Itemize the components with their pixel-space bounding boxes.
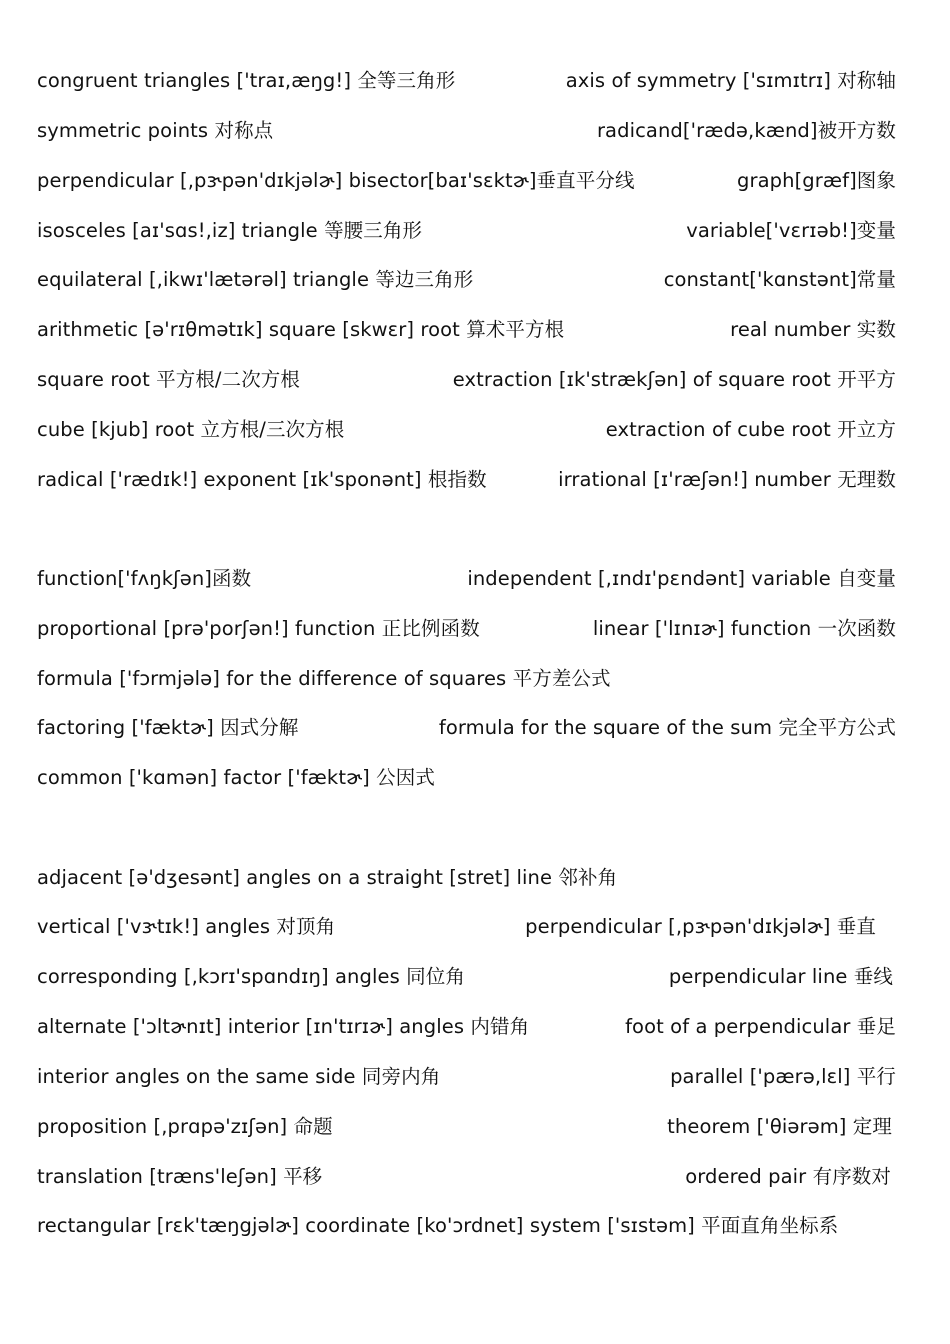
vocab-term: corresponding [,kɔrɪ'spɑndɪŋ] angles 同位角 [37,965,465,988]
vocab-term: proposition [,prɑpə'zɪʃən] 命题 [37,1115,333,1138]
vocab-term: alternate ['ɔltɚnɪt] interior [ɪn'tɪrɪɚ] angles 内错角 [37,1015,530,1038]
vocab-row [37,759,896,793]
vocab-row [37,212,896,246]
vocab-term: graph[græf]图象 [736,169,896,192]
vocab-term: rectangular [rɛk'tæŋgjəlɚ] coordinate [ko'ɔrdnet] system ['sɪstəm] 平面直角坐标系 [37,1214,839,1237]
vocab-term: linear ['lɪnɪɚ] function 一次函数 [592,617,896,640]
vocab-term: irrational [ɪ'ræʃən!] number 无理数 [558,468,896,491]
vocab-term: vertical ['vɝtɪk!] angles 对顶角 [37,915,336,938]
vocab-term: axis of symmetry ['sɪmɪtrɪ] 对称轴 [565,69,896,92]
vocab-term: radicand['rædə,kænd]被开方数 [596,119,896,142]
vocab-term: radical ['rædɪk!] exponent [ɪk'sponənt] 根指数 [37,468,487,491]
vocab-row [37,1207,896,1241]
vocab-row [37,560,896,594]
vocab-row [37,958,893,992]
vocab-term: variable['vɛrɪəb!]变量 [686,219,896,242]
vocab-row [37,361,896,395]
vocab-term: theorem ['θiərəm] 定理 [667,1115,892,1138]
vocab-term: perpendicular line 垂线 [668,965,893,988]
vocab-term: arithmetic [ə'rɪθmətɪk] square [skwɛr] root 算术平方根 [37,318,565,341]
vocab-term: parallel ['pærə,lɛl] 平行 [670,1065,896,1088]
vocab-row [37,859,896,893]
vocab-term: real number 实数 [730,318,896,341]
vocab-term: square root 平方根/二次方根 [37,368,300,391]
vocab-row [37,311,896,345]
vocab-term: ordered pair 有序数对 [685,1165,891,1188]
vocab-row [37,62,896,96]
vocab-row [37,1008,896,1042]
vocab-term: adjacent [ə'dʒesənt] angles on a straight [stret] line 邻补角 [37,866,618,889]
vocab-row [37,162,896,196]
vocab-term: symmetric points 对称点 [37,119,274,142]
vocab-row [37,461,896,495]
vocab-term: independent [,ɪndɪ'pɛndənt] variable 自变量 [467,567,896,590]
vocab-term: perpendicular [,pɝpən'dɪkjəlɚ] bisector[baɪ'sɛktɚ]垂直平分线 [37,169,635,192]
vocab-term: extraction of cube root 开立方 [605,418,896,441]
vocab-term: isosceles [aɪ'sɑs!,iz] triangle 等腰三角形 [37,219,423,242]
vocab-term: proportional [prə'porʃən!] function 正比例函数 [37,617,480,640]
vocab-row [37,660,896,694]
vocab-row [37,1058,896,1092]
vocab-row [37,1108,892,1142]
vocab-term: factoring ['fæktɚ] 因式分解 [37,716,299,739]
vocab-term: constant['kɑnstənt]常量 [663,268,896,291]
vocab-row [37,709,896,743]
vocab-row [37,610,896,644]
vocab-term: translation [træns'leʃən] 平移 [37,1165,323,1188]
vocab-term: interior angles on the same side 同旁内角 [37,1065,441,1088]
vocab-term: equilateral [,ikwɪ'lætərəl] triangle 等边三角形 [37,268,474,291]
vocab-row [37,261,896,295]
vocab-term: function['fʌŋkʃən]函数 [37,567,252,590]
vocab-term: cube [kjub] root 立方根/三次方根 [37,418,345,441]
vocab-term: congruent triangles ['traɪ,æŋg!] 全等三角形 [37,69,456,92]
vocab-term: formula ['fɔrmjələ] for the difference of squares 平方差公式 [37,667,611,690]
vocab-row [37,1158,891,1192]
vocab-row [37,411,896,445]
vocab-term: extraction [ɪk'strækʃən] of square root 开平方 [452,368,896,391]
vocab-term: foot of a perpendicular 垂足 [625,1015,896,1038]
vocab-term: perpendicular [,pɝpən'dɪkjəlɚ] 垂直 [525,915,876,938]
vocab-term: common ['kɑmən] factor ['fæktɚ] 公因式 [37,766,435,789]
vocab-row [37,112,896,146]
vocab-term: formula for the square of the sum 完全平方公式 [438,716,896,739]
vocab-row [37,908,876,942]
